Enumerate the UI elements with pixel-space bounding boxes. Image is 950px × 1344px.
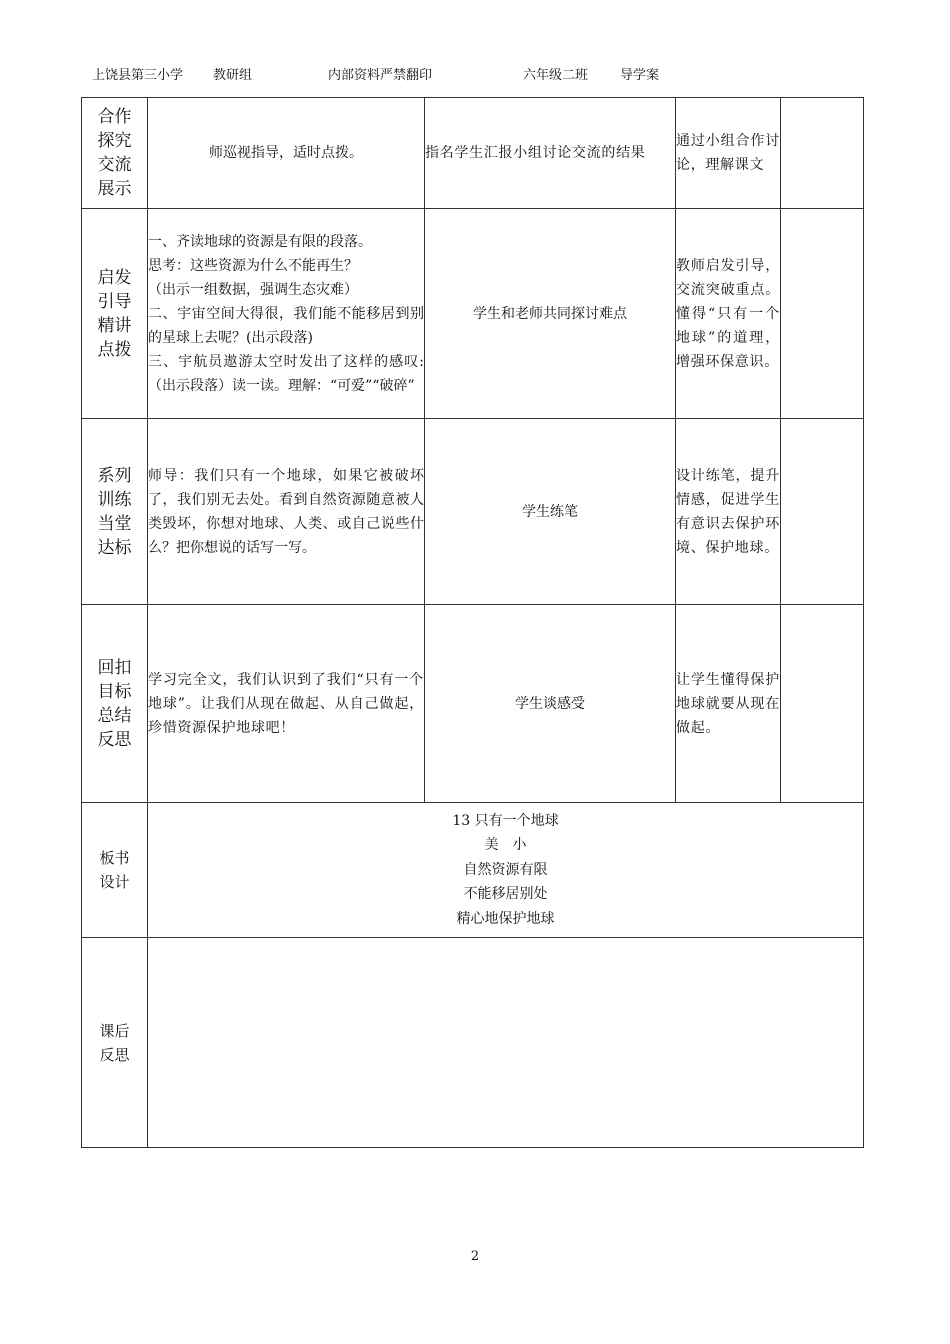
reflection-label: 课后 反思	[82, 938, 148, 1148]
student-activity: 学生和老师共同探讨难点	[425, 209, 676, 419]
page-number: 2	[470, 1249, 480, 1264]
design-purpose: 让学生懂得保护地球就要从现在做起。	[676, 605, 781, 803]
design-purpose: 教师启发引导，交流突破重点。懂得“只有一个地球”的道理，增强环保意识。	[676, 209, 781, 419]
board-design: 13 只有一个地球 美 小 自然资源有限 不能移居别处 精心地保护地球	[148, 803, 864, 938]
header-doc-type: 导学案	[620, 68, 660, 83]
lesson-plan-table	[81, 97, 864, 1148]
table-row	[82, 803, 864, 938]
board-label: 板书 设计	[82, 803, 148, 938]
header-class: 六年级二班	[523, 68, 589, 83]
blank-cell	[781, 419, 864, 605]
blank-cell	[781, 98, 864, 209]
stage-label: 启发 引导 精讲 点拨	[82, 209, 148, 419]
design-purpose: 通过小组合作讨论，理解课文	[676, 98, 781, 209]
student-activity: 学生练笔	[425, 419, 676, 605]
blank-cell	[781, 209, 864, 419]
table-row	[82, 209, 864, 419]
stage-label: 合作 探究 交流 展示	[82, 98, 148, 209]
student-activity: 指名学生汇报小组讨论交流的结果	[425, 98, 676, 209]
teacher-activity: 师巡视指导，适时点拨。	[148, 98, 425, 209]
reflection-content	[148, 938, 864, 1148]
stage-label: 系列 训练 当堂 达标	[82, 419, 148, 605]
student-activity: 学生谈感受	[425, 605, 676, 803]
table-row	[82, 419, 864, 605]
blank-cell	[781, 605, 864, 803]
page-header	[92, 66, 872, 86]
teacher-activity: 一、齐读地球的资源是有限的段落。 思考：这些资源为什么不能再生？ （出示一组数据，强调生态灾难） 二、宇宙空间大得很，我们能不能移居到别的星球上去呢？(出示段落) 三、宇航员遨游太空时发出了这样的感叹:（出示段落）读一读。理解：“可爱”“破碎”	[148, 209, 425, 419]
header-notice: 内部资料严禁翻印	[328, 68, 433, 83]
table-row	[82, 938, 864, 1148]
table-row	[82, 605, 864, 803]
header-school: 上饶县第三小学	[92, 68, 184, 83]
stage-label: 回扣 目标 总结 反思	[82, 605, 148, 803]
table-row	[82, 98, 864, 209]
header-group: 教研组	[213, 68, 253, 83]
teacher-activity: 师导：我们只有一个地球，如果它被破坏了，我们别无去处。看到自然资源随意被人类毁坏，你想对地球、人类、或自己说些什么？把你想说的话写一写。	[148, 419, 425, 605]
teacher-activity: 学习完全文，我们认识到了我们“只有一个地球”。让我们从现在做起、从自己做起，珍惜资源保护地球吧！	[148, 605, 425, 803]
design-purpose: 设计练笔，提升情感，促进学生有意识去保护环境、保护地球。	[676, 419, 781, 605]
